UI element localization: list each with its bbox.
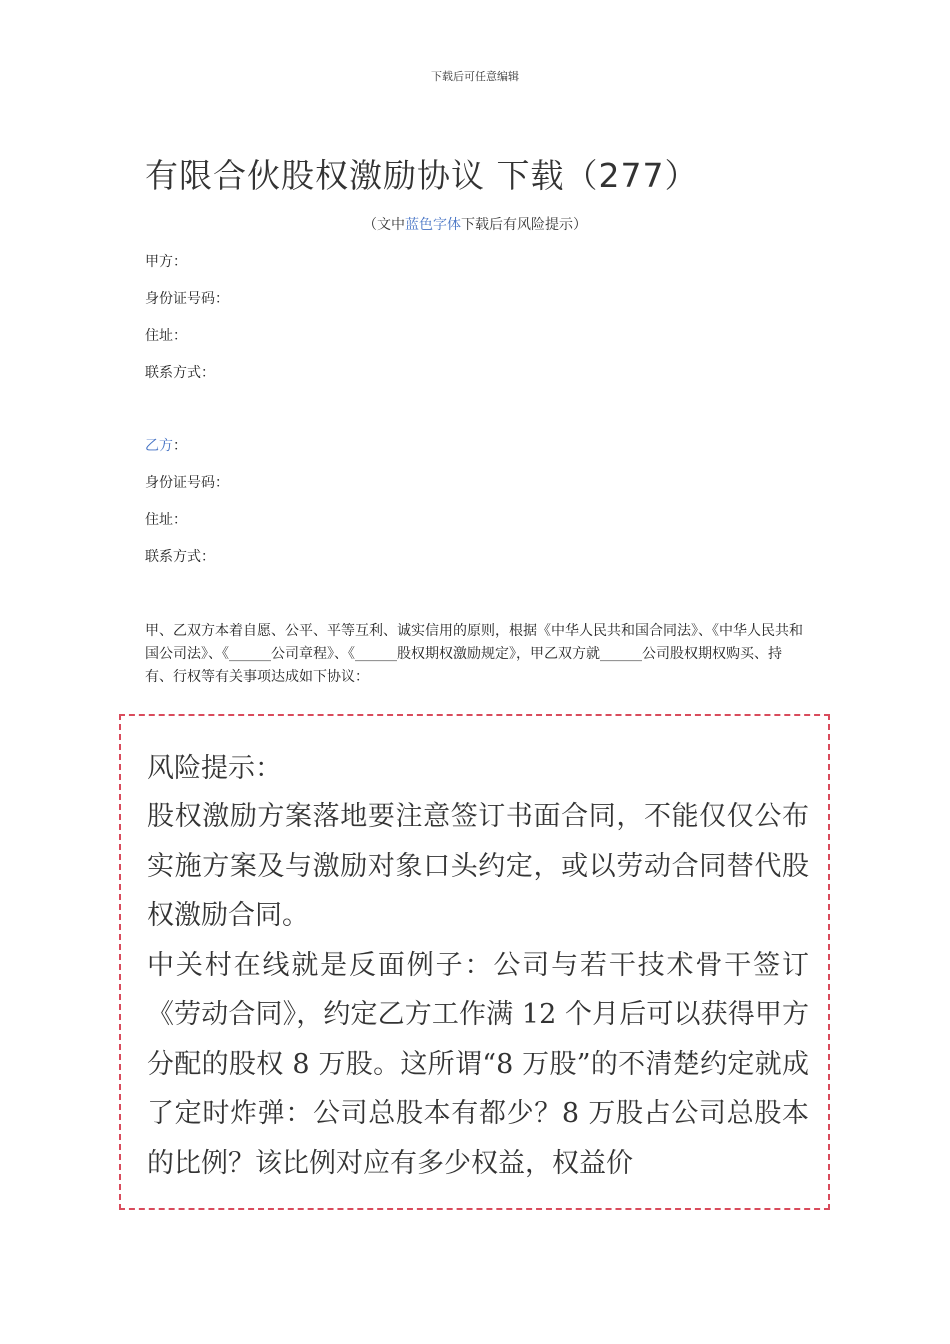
subtitle-suffix: 下载后有风险提示） xyxy=(461,217,587,233)
risk-tip-body xyxy=(147,792,809,1188)
party-b-contact-label: 联系方式： xyxy=(145,549,215,565)
party-a-contact-label: 联系方式： xyxy=(145,365,215,381)
document-subtitle xyxy=(0,214,950,234)
subtitle-highlight: 蓝色字体 xyxy=(405,217,461,233)
risk-tip-title: 风险提示： xyxy=(147,753,282,784)
party-a-address-label: 住址： xyxy=(145,328,187,344)
risk-tip-paragraph-2: 中关村在线就是反面例子：公司与若干技术骨干签订《劳动合同》，约定乙方工作满 12 个月后可以获得甲方分配的股权 8 万股。这所谓“8 万股”的不清楚约定就成了定时炸弹：公司总股本有都少？8 万股占公司总股本的比例？该比例对应有多少权益，权益价 xyxy=(147,949,809,1179)
document-title: 有限合伙股权激励协议 下载（277） xyxy=(145,156,699,195)
party-b-label-link[interactable]: 乙方 xyxy=(145,438,173,454)
subtitle-prefix: （文中 xyxy=(363,217,405,233)
party-a-id-label: 身份证号码： xyxy=(145,291,229,307)
party-b-address-label: 住址： xyxy=(145,512,187,528)
risk-tip-box xyxy=(119,714,830,1210)
party-a-label: 甲方： xyxy=(145,254,187,270)
party-b-label-colon: ： xyxy=(173,438,187,454)
header-note: 下载后可任意编辑 xyxy=(431,70,519,83)
party-b-id-label: 身份证号码： xyxy=(145,475,229,491)
intro-paragraph: 甲、乙双方本着自愿、公平、平等互利、诚实信用的原则，根据《中华人民共和国合同法》、《中华人民共和国公司法》、《______公司章程》、《______股权期权激励规定》，甲乙双方就______公司股权期权购买、持有、行权等有关事项达成如下协议： xyxy=(145,623,803,685)
risk-tip-paragraph-1: 股权激励方案落地要注意签订书面合同，不能仅仅公布实施方案及与激励对象口头约定，或以劳动合同替代股权激励合同。 xyxy=(147,801,809,931)
party-b-label xyxy=(145,435,187,455)
